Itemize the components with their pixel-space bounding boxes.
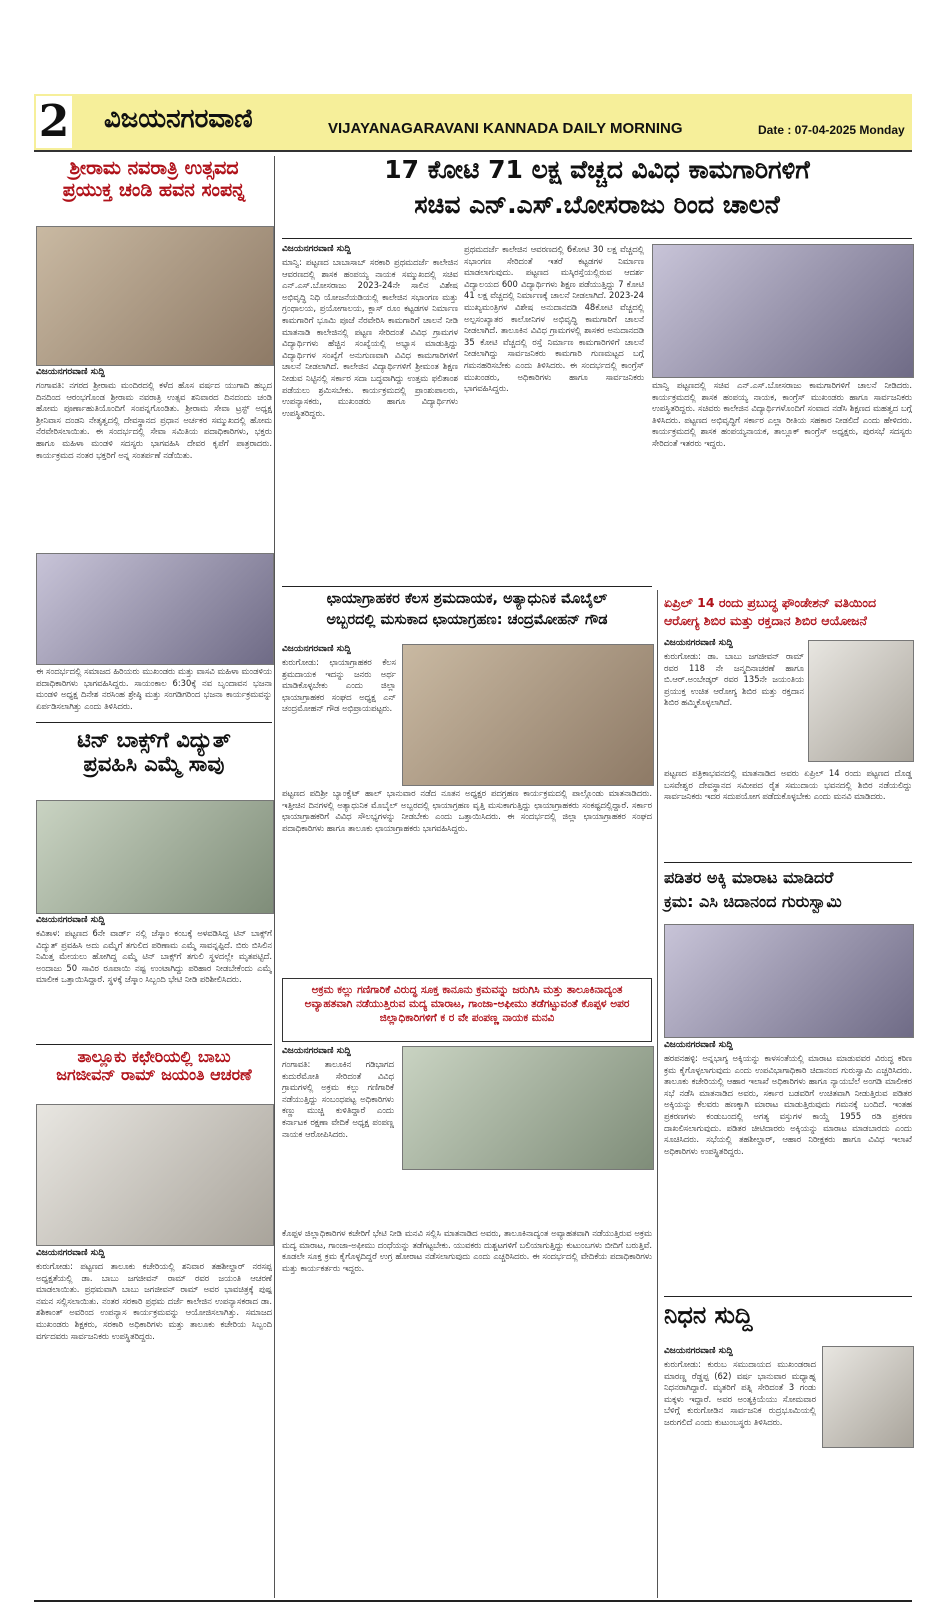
main-story-caption: ಮಾನ್ವಿ ಪಟ್ಟಣದಲ್ಲಿ ಸಚಿವ ಎನ್.ಎಸ್.ಬೋಸರಾಜು ಕಾಮಗಾರಿಗಳಿಗೆ ಚಾಲನೆ ನೀಡಿದರು. ಕಾರ್ಯಕ್ರಮದಲ್ಲಿ ಶಾಸಕ ಹಂಪಯ್ಯ ನಾಯಕ, ಕಾಂಗ್ರೆಸ್ ಮುಖಂಡರು ಹಾಗೂ ಸಾರ್ವಜನಿಕರು ಉಪಸ್ಥಿತರಿದ್ದರು. ಸಚಿವರು ಕಾಲೇಜಿನ ವಿದ್ಯಾರ್ಥಿಗಳೊಂದಿಗೆ ಸಂವಾದ ನಡೆಸಿ ಶಿಕ್ಷಣದ ಮಹತ್ವದ ಬಗ್ಗೆ ತಿಳಿಸಿದರು. ಪಟ್ಟಣದ ಅಭಿವೃದ್ಧಿಗೆ ಸರ್ಕಾರ ಎಲ್ಲಾ ರೀತಿಯ ಸಹಕಾರ ನೀಡಲಿದೆ ಎಂದು ಹೇಳಿದರು. ಕಾರ್ಯಕ್ರಮದಲ್ಲಿ ಶಾಸಕ ಹಂಪಯ್ಯನಾಯಕ, ತಾಲ್ಲೂಕ್ ಕಾಂಗ್ರೆಸ್ ಅಧ್ಯಕ್ಷರು, ಪುರಸಭೆ ಸದಸ್ಯರು ಸೇರಿದಂತೆ ಇತರರು ಇದ್ದರು. bbox=[652, 380, 912, 448]
column-divider bbox=[274, 156, 275, 1598]
story-rice-headline: ಪಡಿತರ ಅಕ್ಕಿ ಮಾರಾಟ ಮಾಡಿದರೆ ಕ್ರಮ: ಎಸಿ ಚಿದಾನಂದ ಗುರುಸ್ವಾಮಿ bbox=[664, 868, 842, 911]
story-buffalo-headline: ಟಿನ್ ಬಾಕ್ಸ್‌ಗೆ ವಿದ್ಯುತ್ ಪ್ರವಹಿಸಿ ಎಮ್ಮೆ ಸಾವು bbox=[77, 728, 231, 777]
divider bbox=[36, 1044, 272, 1045]
divider bbox=[282, 238, 912, 239]
story-illegal-col1: ಗಂಗಾವತಿ: ತಾಲೂಕಿನ ಗಡಿಭಾಗದ ಕುದುರೆಮೋತಿ ಸೇರಿದಂತೆ ವಿವಿಧ ಗ್ರಾಮಗಳಲ್ಲಿ ಅಕ್ರಮ ಕಲ್ಲು ಗಣಿಗಾರಿಕೆ ನಡೆಯುತ್ತಿದ್ದು ಸಂಬಂಧಪಟ್ಟ ಅಧಿಕಾರಿಗಳು ಕಣ್ಣು ಮುಚ್ಚಿ ಕುಳಿತಿದ್ದಾರೆ ಎಂದು ಕರ್ನಾಟಕ ರಕ್ಷಣಾ ವೇದಿಕೆ ಅಧ್ಯಕ್ಷ ಪಂಪಣ್ಣ ನಾಯಕ ಆರೋಪಿಸಿದರು. bbox=[282, 1059, 394, 1139]
main-story-col1: ಮಾನ್ವಿ: ಪಟ್ಟಣದ ಬಾಬಾಸಾಬ್ ಸರಕಾರಿ ಪ್ರಥಮದರ್ಜೆ ಕಾಲೇಜಿನ ಆವರಣದಲ್ಲಿ ಶಾಸಕ ಹಂಪಯ್ಯ ನಾಯಕ ಸಮ್ಮುಖದಲ್ಲಿ ಸಚಿವ ಎನ್.ಎಸ್.ಬೋಸರಾಜು 2023-24ನೇ ಸಾಲಿನ ವಿಶೇಷ ಅಭಿವೃದ್ಧಿ ನಿಧಿ ಯೋಜನೆಯಡಿಯಲ್ಲಿ ಕಾಲೇಜಿನ ಸಭಾಂಗಣ ಮತ್ತು ಗ್ರಂಥಾಲಯ, ಪ್ರಯೋಗಾಲಯ, ಕ್ಲಾಸ್ ರೂಂ ಕಟ್ಟಡಗಳ ನಿರ್ಮಾಣ ಕಾಮಗಾರಿಗೆ ಭೂಮಿ ಪೂಜೆ ನೆರವೇರಿಸಿ ಕಾಮಗಾರಿಗೆ ಚಾಲನೆ ನೀಡಿ ಮಾತನಾಡಿ ಕಾಲೇಜಿನಲ್ಲಿ ಪಟ್ಟಣ ಸೇರಿದಂತೆ ವಿವಿಧ ಗ್ರಾಮಗಳ ವಿದ್ಯಾರ್ಥಿಗಳು ಹೆಚ್ಚಿನ ಸಂಖ್ಯೆಯಲ್ಲಿ ಅಭ್ಯಾಸ ಮಾಡುತ್ತಿದ್ದು ವಿದ್ಯಾರ್ಥಿಗಳ ಸಂಖ್ಯೆಗೆ ಅನುಗುಣವಾಗಿ ವಿವಿಧ ಕಾಮಗಾರಿಗಳಿಗೆ ಚಾಲನೆ ನೀಡಲಾಗಿದೆ. ಕಾಲೇಜಿನ ವಿದ್ಯಾರ್ಥಿಗಳಿಗೆ ಶ್ರೀಮಂತ ಶಿಕ್ಷಣ ನೀಡುವ ನಿಟ್ಟಿನಲ್ಲಿ ಸರ್ಕಾರ ಸದಾ ಬದ್ಧವಾಗಿದ್ದು ಉತ್ತಮ ಫಲಿತಾಂಶ ಪಡೆಯಲು ಶ್ರಮಿಸಬೇಕು. ಕಾರ್ಯಕ್ರಮದಲ್ಲಿ ಪ್ರಾಂಶುಪಾಲರು, ಉಪನ್ಯಾಸಕರು, ಮುಖಂಡರು ಹಾಗೂ ವಿದ್ಯಾರ್ಥಿಗಳು ಉಪಸ್ಥಿತರಿದ್ದರು. bbox=[282, 257, 458, 418]
story-photo-photo bbox=[402, 644, 654, 786]
column-divider bbox=[657, 590, 658, 1598]
story-taluk-body: ಕುರುಗೋಡು: ಪಟ್ಟಣದ ತಾಲೂಕು ಕಚೇರಿಯಲ್ಲಿ ಶನಿವಾರ ತಹಶೀಲ್ದಾರ್ ನರಸಪ್ಪ ಅಧ್ಯಕ್ಷತೆಯಲ್ಲಿ ಡಾ. ಬಾಬು ಜಗಜೀವನ್ ರಾಮ್ ರವರ ಜಯಂತಿ ಆಚರಣೆ ಮಾಡಲಾಯಿತು. ಪ್ರಥಮವಾಗಿ ಬಾಬು ಜಗಜೀವನ್ ರಾಮ್ ಅವರ ಭಾವಚಿತ್ರಕ್ಕೆ ಪುಷ್ಪ ನಮನ ಸಲ್ಲಿಸಲಾಯಿತು. ನಂತರ ಸರಕಾರಿ ಪ್ರಥಮ ದರ್ಜೆ ಕಾಲೇಜಿನ ಉಪನ್ಯಾಸಕರಾದ ಡಾ. ಶಶಿಕಾಂತ್ ಅವರಿಂದ ಉಪನ್ಯಾಸ ಕಾರ್ಯಕ್ರಮವನ್ನು ಆಯೋಜಿಸಲಾಗಿತ್ತು. ಸಮಾಜದ ಮುಖಂಡರು ಶಿಕ್ಷಕರು, ಸರಕಾರಿ ಅಧಿಕಾರಿಗಳು ಮತ್ತು ತಾಲೂಕು ಕಚೇರಿಯ ಸಿಬ್ಬಂದಿ ವರ್ಗದವರು ಸಾರ್ವಜನಿಕರು ಉಪಸ್ಥಿತರಿದ್ದರು. bbox=[36, 1261, 272, 1341]
main-story-headline: 17 ಕೋಟಿ 71 ಲಕ್ಷ ವೆಚ್ಚದ ವಿವಿಧ ಕಾಮಗಾರಿಗಳಿಗೆ ಸಚಿವ ಎನ್.ಎಸ್.ಬೋಸರಾಜು ರಿಂದ ಚಾಲನೆ bbox=[384, 155, 810, 219]
divider bbox=[36, 722, 272, 723]
story-photo-col2: ಪಟ್ಟಣದ ಪದಿಶ್ರೀ ಬ್ಯಾಂಕ್ವೆಟ್ ಹಾಲ್ ಭಾನುವಾರ ನಡೆದ ನೂತನ ಅಧ್ಯಕ್ಷರ ಪದಗ್ರಹಣ ಕಾರ್ಯಕ್ರಮದಲ್ಲಿ ಪಾಲ್ಗೊಂಡು ಮಾತನಾಡಿದರು. ಇತ್ತೀಚಿನ ದಿನಗಳಲ್ಲಿ ಅತ್ಯಾಧುನಿಕ ಮೊಬೈಲ್ ಅಬ್ಬರದಲ್ಲಿ ಛಾಯಾಗ್ರಹಣ ವೃತ್ತಿ ಮಸುಕಾಗುತ್ತಿದ್ದು ಛಾಯಾಗ್ರಾಹಕರು ಸಂಕಷ್ಟದಲ್ಲಿದ್ದಾರೆ. ಸರ್ಕಾರ ಛಾಯಾಗ್ರಾಹಕರಿಗೆ ವಿವಿಧ ಸೌಲಭ್ಯಗಳನ್ನು ನೀಡಬೇಕು ಎಂದು ಒತ್ತಾಯಿಸಿದರು. ಈ ಸಂದರ್ಭದಲ್ಲಿ ಜಿಲ್ಲಾ ಛಾಯಾಗ್ರಾಹಕರ ಸಂಘದ ಪದಾಧಿಕಾರಿಗಳು ಹಾಗೂ ತಾಲೂಕು ಛಾಯಾಗ್ರಾಹಕರು ಭಾಗವಹಿಸಿದ್ದರು. bbox=[282, 788, 652, 833]
newspaper-subtitle: VIJAYANAGARAVANI KANNADA DAILY MORNING bbox=[328, 120, 683, 137]
story-illegal-byline: ವಿಜಯನಗರವಾಣಿ ಸುದ್ದಿ bbox=[282, 1046, 351, 1056]
story-health-portrait bbox=[808, 640, 914, 762]
page-number: 2 bbox=[36, 96, 72, 148]
main-story-byline: ವಿಜಯನಗರವಾಣಿ ಸುದ್ದಿ bbox=[282, 244, 351, 254]
divider bbox=[282, 586, 652, 587]
story-rice-body: ಹರಪನಹಳ್ಳಿ: ಅನ್ನಭಾಗ್ಯ ಅಕ್ಕಿಯನ್ನು ಕಾಳಸಂತೆಯಲ್ಲಿ ಮಾರಾಟ ಮಾಡುವವರ ವಿರುದ್ಧ ಕಠಿಣ ಕ್ರಮ ಕೈಗೊಳ್ಳಲಾಗುವುದು ಎಂದು ಉಪವಿಭಾಗಾಧಿಕಾರಿ ಚಿದಾನಂದ ಗುರುಸ್ವಾಮಿ ಎಚ್ಚರಿಸಿದರು. ತಾಲೂಕು ಕಚೇರಿಯಲ್ಲಿ ಆಹಾರ ಇಲಾಖೆ ಅಧಿಕಾರಿಗಳು ಹಾಗೂ ನ್ಯಾಯಬೆಲೆ ಅಂಗಡಿ ಮಾಲೀಕರ ಸಭೆ ನಡೆಸಿ ಮಾತನಾಡಿದ ಅವರು, ಸರ್ಕಾರ ಬಡವರಿಗೆ ಉಚಿತವಾಗಿ ನೀಡುತ್ತಿರುವ ಪಡಿತರ ಅಕ್ಕಿಯನ್ನು ಕೆಲವರು ಹಣಕ್ಕಾಗಿ ಮಾರಾಟ ಮಾಡುತ್ತಿರುವುದು ಗಮನಕ್ಕೆ ಬಂದಿದೆ. ಇಂತಹ ಪ್ರಕರಣಗಳು ಕಂಡುಬಂದಲ್ಲಿ ಅಗತ್ಯ ವಸ್ತುಗಳ ಕಾಯ್ದೆ 1955 ರಡಿ ಪ್ರಕರಣ ದಾಖಲಿಸಲಾಗುವುದು. ಪಡಿತರ ಚೀಟಿದಾರರು ಅಕ್ಕಿಯನ್ನು ಮಾರಾಟ ಮಾಡಬಾರದು ಎಂದು ಸೂಚಿಸಿದರು. ಸಭೆಯಲ್ಲಿ ತಹಶೀಲ್ದಾರ್, ಆಹಾರ ನಿರೀಕ್ಷಕರು ಹಾಗೂ ವಿವಿಧ ಇಲಾಖೆ ಅಧಿಕಾರಿಗಳು ಉಪಸ್ಥಿತರಿದ್ದರು. bbox=[664, 1053, 912, 1156]
story-illegal-col2: ಕೊಪ್ಪಳ ಜಿಲ್ಲಾಧಿಕಾರಿಗಳ ಕಚೇರಿಗೆ ಭೇಟಿ ನೀಡಿ ಮನವಿ ಸಲ್ಲಿಸಿ ಮಾತನಾಡಿದ ಅವರು, ತಾಲೂಕಿನಾದ್ಯಂತ ಅವ್ಯಾಹತವಾಗಿ ನಡೆಯುತ್ತಿರುವ ಅಕ್ರಮ ಮದ್ಯ ಮಾರಾಟ, ಗಾಂಜಾ-ಅಫೀಮು ದಂಧೆಯನ್ನು ತಡೆಗಟ್ಟಬೇಕು. ಯುವಕರು ದುಶ್ಚಟಗಳಿಗೆ ಬಲಿಯಾಗುತ್ತಿದ್ದು ಕುಟುಂಬಗಳು ಬೀದಿಗೆ ಬರುತ್ತಿವೆ. ಕೂಡಲೇ ಸೂಕ್ತ ಕ್ರಮ ಕೈಗೊಳ್ಳದಿದ್ದರೆ ಉಗ್ರ ಹೋರಾಟ ನಡೆಸಲಾಗುವುದು ಎಂದು ಎಚ್ಚರಿಸಿದರು. ಈ ಸಂದರ್ಭದಲ್ಲಿ ವೇದಿಕೆಯ ಪದಾಧಿಕಾರಿಗಳು ಮತ್ತು ಕಾರ್ಯಕರ್ತರು ಇದ್ದರು. bbox=[282, 1228, 652, 1273]
story-rama-body: ಗಂಗಾವತಿ: ನಗರದ ಶ್ರೀರಾಮ ಮಂದಿರದಲ್ಲಿ ಕಳೆದ ಹೊಸ ವರ್ಷದ ಯುಗಾದಿ ಹಬ್ಬದ ದಿನದಿಂದ ಆರಂಭಗೊಂಡ ಶ್ರೀರಾಮ ನವರಾತ್ರಿ ಉತ್ಸವ ಶನಿವಾರದ ದಿನದಂದು ಚಂಡಿ ಹೋಮ ಪೂರ್ಣಾಹುತಿಯೊಂದಿಗೆ ಸಂಪನ್ನಗೊಂಡಿತು. ಶ್ರೀರಾಮ ಸೇವಾ ಟ್ರಸ್ಟ್ ಅಧ್ಯಕ್ಷ ಶ್ರೀನಿವಾಸ ದಂಡನಿ ನೇತೃತ್ವದಲ್ಲಿ ದೇವಸ್ಥಾನದ ಪ್ರಧಾನ ಅರ್ಚಕರ ಸಮ್ಮುಖದಲ್ಲಿ ಹೋಮ ನೆರವೇರಿಸಲಾಯಿತು. ಈ ಸಂದರ್ಭದಲ್ಲಿ ಸೇವಾ ಸಮಿತಿಯ ಪದಾಧಿಕಾರಿಗಳು, ಭಕ್ತರು ಹಾಗೂ ಮಹಿಳಾ ಮಂಡಳಿ ಸದಸ್ಯರು ಭಾಗವಹಿಸಿ ದೇವರ ಕೃಪೆಗೆ ಪಾತ್ರರಾದರು. ಕಾರ್ಯಕ್ರಮದ ನಂತರ ಭಕ್ತರಿಗೆ ಅನ್ನ ಸಂತರ್ಪಣೆ ನಡೆಯಿತು. bbox=[36, 380, 272, 460]
story-obit-body: ಕುರುಗೋಡು: ಕುರುಬ ಸಮುದಾಯದ ಮುಖಂಡರಾದ ಮಾರಣ್ಣ ರೆಡ್ಡಪ್ಪ (62) ವರ್ಷ ಭಾನುವಾರ ಮಧ್ಯಾಹ್ನ ನಿಧನರಾಗಿದ್ದಾರೆ. ಮೃತರಿಗೆ ಪತ್ನಿ ಸೇರಿದಂತೆ 3 ಗಂಡು ಮಕ್ಕಳು ಇದ್ದಾರೆ. ಅವರ ಅಂತ್ಯಕ್ರಿಯೆಯು ಸೋಮವಾರ ಬೆಳಿಗ್ಗೆ ಕುರುಗೋಡಿನ ಸಾರ್ವಜನಿಕ ರುದ್ರಭೂಮಿಯಲ್ಲಿ ಜರುಗಲಿದೆ ಎಂದು ಕುಟುಂಬಸ್ಥರು ತಿಳಿಸಿದರು. bbox=[664, 1359, 816, 1427]
newspaper-title: ವಿಜಯನಗರವಾಣಿ bbox=[104, 104, 253, 134]
story-health-headline: ಏಪ್ರಿಲ್ 14 ರಂದು ಪ್ರಬುದ್ಧ ಫೌಂಡೇಶನ್ ವತಿಯಿಂದ ಆರೋಗ್ಯ ಶಿಬಿರ ಮತ್ತು ರಕ್ತದಾನ ಶಿಬಿರ ಆಯೋಜನೆ bbox=[664, 595, 877, 628]
story-health-col2: ಪಟ್ಟಣದ ಪತ್ರಿಕಾಭವನದಲ್ಲಿ ಮಾತನಾಡಿದ ಅವರು ಏಪ್ರಿಲ್ 14 ರಂದು ಪಟ್ಟಣದ ದೊಡ್ಡ ಬಸವೇಶ್ವರ ದೇವಸ್ಥಾನದ ಸಮೀಪದ ರೈತ ಸಮುದಾಯ ಭವನದಲ್ಲಿ ಶಿಬಿರ ನಡೆಯಲಿದ್ದು ಸಾರ್ವಜನಿಕರು ಇದರ ಸದುಪಯೋಗ ಪಡೆದುಕೊಳ್ಳಬೇಕು ಎಂದು ಮನವಿ ಮಾಡಿದರು. bbox=[664, 768, 912, 802]
story-buffalo-body: ಕವಿತಾಳ: ಪಟ್ಟಣದ 6ನೇ ವಾರ್ಡ್ ನಲ್ಲಿ ಜೆಸ್ಕಾಂ ಕಂಬಕ್ಕೆ ಅಳವಡಿಸಿದ್ದ ಟಿನ್ ಬಾಕ್ಸ್‌ಗೆ ವಿದ್ಯುತ್ ಪ್ರವಹಿಸಿ ಅದು ಎಮ್ಮೆಗೆ ತಗುಲಿದ ಪರಿಣಾಮ ಎಮ್ಮೆ ಸಾವನ್ನಪ್ಪಿದೆ. ಬಿರು ಬಿಸಿಲಿನ ನಿಮಿತ್ತ ಮೇಯಲು ಹೋಗಿದ್ದ ಎಮ್ಮೆ ಟಿನ್ ಬಾಕ್ಸ್‌ಗೆ ತಗುಲಿ ಸ್ಥಳದಲ್ಲೇ ಮೃತಪಟ್ಟಿದೆ. ಅಂದಾಜು 50 ಸಾವಿರ ರೂಪಾಯಿ ನಷ್ಟ ಉಂಟಾಗಿದ್ದು ಪರಿಹಾರ ನೀಡಬೇಕೆಂದು ಎಮ್ಮೆ ಮಾಲೀಕ ಒತ್ತಾಯಿಸಿದ್ದಾರೆ. ಸ್ಥಳಕ್ಕೆ ಜೆಸ್ಕಾಂ ಸಿಬ್ಬಂದಿ ಭೇಟಿ ನೀಡಿ ಪರಿಶೀಲಿಸಿದರು. bbox=[36, 928, 272, 985]
story-rama-byline: ವಿಜಯನಗರವಾಣಿ ಸುದ್ದಿ bbox=[36, 367, 105, 377]
page-bottom-rule bbox=[34, 1600, 912, 1602]
story-buffalo-photo bbox=[36, 800, 274, 914]
story-rama-photo-2 bbox=[36, 553, 274, 665]
main-story-col2: ಪ್ರಥಮದರ್ಜೆ ಕಾಲೇಜಿನ ಆವರಣದಲ್ಲಿ 6ಕೋಟಿ 30 ಲಕ್ಷ ವೆಚ್ಚದಲ್ಲಿ ಸಭಾಂಗಣ ಸೇರಿದಂತೆ ಇತರೆ ಕಟ್ಟಡಗಳ ನಿರ್ಮಾಣ ಮಾಡಲಾಗುವುದು. ಪಟ್ಟಣದ ಮಸ್ಕಿರಸ್ತೆಯಲ್ಲಿರುವ ಆದರ್ಶ ವಿದ್ಯಾಲಯದ 600 ವಿದ್ಯಾರ್ಥಿಗಳು ಶಿಕ್ಷಣ ಪಡೆಯುತ್ತಿದ್ದು 7 ಕೋಟಿ 41 ಲಕ್ಷ ವೆಚ್ಚದಲ್ಲಿ ನಿರ್ಮಾಣಕ್ಕೆ ಚಾಲನೆ ನೀಡಲಾಗಿದೆ. 2023-24 ಮುಖ್ಯಮಂತ್ರಿಗಳ ವಿಶೇಷ ಅನುದಾನದಡಿ 48ಕೋಟಿ ವೆಚ್ಚದಲ್ಲಿ ಅಲ್ಪಸಂಖ್ಯಾತರ ಕಾಲೋನಿಗಳ ಅಭಿವೃದ್ಧಿ ಕಾಮಗಾರಿಗೆ ಚಾಲನೆ ನೀಡಲಾಗಿದೆ. ತಾಲೂಕಿನ ವಿವಿಧ ಗ್ರಾಮಗಳಲ್ಲಿ ಶಾಸಕರ ಅನುದಾನದಡಿ 35 ಕೋಟಿ ವೆಚ್ಚದಲ್ಲಿ ರಸ್ತೆ ನಿರ್ಮಾಣ ಕಾಮಗಾರಿಗಳಿಗೆ ಚಾಲನೆ ನೀಡಲಾಗಿದ್ದು ಸಾರ್ವಜನಿಕರು ಕಾಮಗಾರಿ ಗುಣಮಟ್ಟದ ಬಗ್ಗೆ ಗಮನಹರಿಸಬೇಕು ಎಂದು ತಿಳಿಸಿದರು. ಈ ಸಂದರ್ಭದಲ್ಲಿ ಕಾಂಗ್ರೆಸ್ ಮುಖಂಡರು, ಅಧಿಕಾರಿಗಳು ಹಾಗೂ ಸಾರ್ವಜನಿಕರು ಭಾಗವಹಿಸಿದ್ದರು. bbox=[464, 244, 644, 394]
story-photo-headline: ಛಾಯಾಗ್ರಾಹಕರ ಕೆಲಸ ಶ್ರಮದಾಯಕ, ಅತ್ಯಾಧುನಿಕ ಮೊಬೈಲ್ ಅಬ್ಬರದಲ್ಲಿ ಮಸುಕಾದ ಛಾಯಾಗ್ರಹಣ: ಚಂದ್ರಮೋಹನ್ ಗೌಡ bbox=[326, 591, 608, 628]
story-rice-byline: ವಿಜಯನಗರವಾಣಿ ಸುದ್ದಿ bbox=[664, 1040, 733, 1050]
story-photo-col1: ಕುರುಗೋಡು: ಛಾಯಾಗ್ರಾಹಕರ ಕೆಲಸ ಶ್ರಮದಾಯಕ ಇದನ್ನು ಜನರು ಅರ್ಥ ಮಾಡಿಕೊಳ್ಳಬೇಕು ಎಂದು ಜಿಲ್ಲಾ ಛಾಯಾಗ್ರಾಹಕರ ಸಂಘದ ಅಧ್ಯಕ್ಷ ಎನ್ ಚಂದ್ರಮೋಹನ್ ಗೌಡ ಅಭಿಪ್ರಾಯಪಟ್ಟರು. bbox=[282, 657, 396, 714]
story-illegal-photo bbox=[402, 1046, 654, 1170]
story-illegal-headline-box bbox=[282, 978, 652, 1042]
story-obit-byline: ವಿಜಯನಗರವಾಣಿ ಸುದ್ದಿ bbox=[664, 1346, 733, 1356]
main-story-photo bbox=[652, 244, 914, 378]
issue-date: Date : 07-04-2025 Monday bbox=[758, 123, 905, 137]
story-illegal-headline: ಅಕ್ರಮ ಕಲ್ಲು ಗಣಿಗಾರಿಕೆ ವಿರುದ್ಧ ಸೂಕ್ತ ಕಾನೂನು ಕ್ರಮವನ್ನು ಜರುಗಿಸಿ ಮತ್ತು ತಾಲೂಕಿನಾದ್ಯಂತ ಅವ್ಯಾಹತವಾಗಿ ನಡೆಯುತ್ತಿರುವ ಮದ್ಯ ಮಾರಾಟ, ಗಾಂಜಾ-ಅಫೀಮು ತಡೆಗಟ್ಟುವಂತೆ ಕೊಪ್ಪಳ ಅಪರ ಜಿಲ್ಲಾಧಿಕಾರಿಗಳಿಗೆ ಕ ರ ವೇ ಪಂಪಣ್ಣ ನಾಯಕ ಮನವಿ bbox=[304, 984, 630, 1025]
story-health-col1: ಕುರುಗೋಡು: ಡಾ. ಬಾಬು ಜಗಜೀವನ್ ರಾಮ್ ರವರ 118 ನೇ ಜನ್ಮದಿನಾಚರಣೆ ಹಾಗೂ ಬಿ.ಆರ್.ಅಂಬೇಡ್ಕರ್ ರವರ 135ನೇ ಜಯಂತಿಯ ಪ್ರಯುಕ್ತ ಉಚಿತ ಆರೋಗ್ಯ ಶಿಬಿರ ಮತ್ತು ರಕ್ತದಾನ ಶಿಬಿರ ಹಮ್ಮಿಕೊಳ್ಳಲಾಗಿದೆ. bbox=[664, 651, 804, 708]
story-obit-headline: ನಿಧನ ಸುದ್ದಿ bbox=[664, 1301, 753, 1329]
story-rama-headline: ಶ್ರೀರಾಮ ನವರಾತ್ರಿ ಉತ್ಸವದ ಪ್ರಯುಕ್ತ ಚಂಡಿ ಹವನ ಸಂಪನ್ನ bbox=[62, 157, 246, 201]
story-rama-caption: ಈ ಸಂದರ್ಭದಲ್ಲಿ ಸಮಾಜದ ಹಿರಿಯರು ಮುಖಂಡರು ಮತ್ತು ವಾಸವಿ ಮಹಿಳಾ ಮಂಡಳಿಯ ಪದಾಧಿಕಾರಿಗಳು ಭಾಗವಹಿಸಿದ್ದರು. ಸಾಯಂಕಾಲ 6:30ಕ್ಕೆ ನವ ಬೃಂದಾವನ ಭಜನಾ ಮಂಡಳಿ ಅಧ್ಯಕ್ಷ ದಿನೇಶ ನರಸಿಂಹ ಶ್ರೇಷ್ಠಿ ಮತ್ತು ಸಂಗಡಿಗರಿಂದ ಭಜನಾ ಕಾರ್ಯಕ್ರಮವನ್ನು ಏರ್ಪಡಿಸಲಾಗಿತ್ತು ಎಂದು ತಿಳಿಸಿದರು. bbox=[36, 666, 272, 711]
story-photo-byline: ವಿಜಯನಗರವಾಣಿ ಸುದ್ದಿ bbox=[282, 644, 351, 654]
divider bbox=[664, 1296, 912, 1297]
story-buffalo-byline: ವಿಜಯನಗರವಾಣಿ ಸುದ್ದಿ bbox=[36, 915, 105, 925]
story-taluk-byline: ವಿಜಯನಗರವಾಣಿ ಸುದ್ದಿ bbox=[36, 1248, 105, 1258]
story-taluk-photo bbox=[36, 1104, 274, 1246]
story-obit-portrait bbox=[822, 1346, 914, 1448]
divider bbox=[664, 862, 912, 863]
story-taluk-headline: ತಾಲ್ಲೂಕು ಕಛೇರಿಯಲ್ಲಿ ಬಾಬು ಜಗಜೀವನ್ ರಾಮ್ ಜಯಂತಿ ಆಚರಣೆ bbox=[56, 1047, 252, 1085]
story-health-byline: ವಿಜಯನಗರವಾಣಿ ಸುದ್ದಿ bbox=[664, 638, 733, 648]
story-rama-photo bbox=[36, 226, 274, 366]
story-rice-photo bbox=[664, 924, 914, 1038]
